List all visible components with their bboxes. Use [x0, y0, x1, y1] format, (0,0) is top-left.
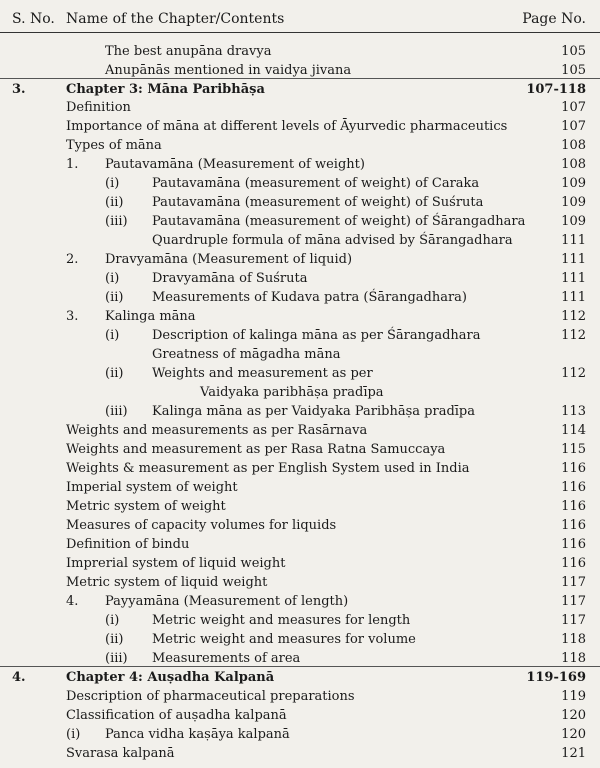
- row-page-number: 108: [561, 138, 586, 153]
- table-row: [0, 42, 600, 61]
- table-row: [0, 269, 600, 288]
- row-page-number: 111: [561, 290, 586, 305]
- chapter-title: Chapter 4: Auṣadha Kalpanā: [66, 670, 275, 685]
- table-row: [0, 554, 600, 573]
- row-page-number: 109: [561, 176, 586, 191]
- row-number: (i): [66, 727, 81, 742]
- row-page-number: 116: [561, 480, 586, 495]
- row-page-number: 105: [561, 44, 586, 59]
- row-title: Importance of māna at different levels of Āyurvedic pharmaceutics: [66, 119, 508, 134]
- row-title: Measurements of Kudava patra (Śārangadhara): [152, 290, 468, 305]
- row-page-number: 119: [561, 689, 586, 704]
- table-row: [0, 326, 600, 345]
- row-page-number: 107: [561, 100, 586, 115]
- table-row: [0, 592, 600, 611]
- row-page-number: 120: [561, 708, 586, 723]
- table-row: [0, 231, 600, 250]
- row-page-number: 112: [561, 366, 586, 381]
- table-row: [0, 459, 600, 478]
- row-number: (iii): [105, 651, 128, 666]
- row-number: (i): [105, 613, 120, 628]
- row-page-number: 113: [561, 404, 586, 419]
- table-row: [0, 117, 600, 136]
- row-page-number: 117: [561, 594, 586, 609]
- row-title: Metric system of liquid weight: [66, 575, 268, 590]
- row-number: (ii): [105, 632, 124, 647]
- table-row: [0, 611, 600, 630]
- row-number: 3.: [66, 309, 79, 324]
- row-title: Payyamāna (Measurement of length): [105, 594, 349, 609]
- row-title: Weights and measurement as per Rasa Ratna Samuccaya: [66, 442, 446, 457]
- row-title: Panca vidha kaṣāya kalpanā: [105, 727, 290, 742]
- table-row: [0, 250, 600, 269]
- row-title: Description of kalinga māna as per Śārangadhara: [152, 328, 481, 343]
- row-title: Measures of capacity volumes for liquids: [66, 518, 337, 533]
- header-page: Page No.: [522, 11, 586, 27]
- row-title: Types of māna: [66, 138, 162, 153]
- row-title: Imprerial system of liquid weight: [66, 556, 286, 571]
- header-name: Name of the Chapter/Contents: [66, 11, 285, 27]
- row-page-number: 117: [561, 575, 586, 590]
- table-row: [0, 497, 600, 516]
- row-page-number: 109: [561, 195, 586, 210]
- row-page-number: 118: [561, 651, 586, 666]
- chapter-title: Chapter 3: Māna Paribhāṣa: [66, 82, 265, 97]
- table-row: [0, 573, 600, 592]
- table-row: [0, 668, 600, 687]
- row-title: Vaidyaka paribhāṣa pradīpa: [200, 385, 384, 400]
- row-number: (ii): [105, 290, 124, 305]
- row-page-number: 116: [561, 518, 586, 533]
- row-number: (i): [105, 176, 120, 191]
- table-row: [0, 421, 600, 440]
- row-title: Dravyamāna (Measurement of liquid): [105, 252, 353, 267]
- table-row: [0, 345, 600, 364]
- row-page-number: 107-118: [526, 82, 586, 97]
- row-title: Pautavamāna (Measurement of weight): [105, 157, 365, 172]
- row-number: 2.: [66, 252, 79, 267]
- table-row: [0, 288, 600, 307]
- row-title: Kalinga māna as per Vaidyaka Paribhāṣa pradīpa: [152, 404, 476, 419]
- table-row: [0, 174, 600, 193]
- row-page-number: 118: [561, 632, 586, 647]
- table-row: [0, 706, 600, 725]
- row-page-number: 119-169: [526, 670, 586, 685]
- row-title: Imperial system of weight: [66, 480, 238, 495]
- row-sno: 3.: [12, 82, 26, 97]
- row-title: Metric system of weight: [66, 499, 226, 514]
- table-row: [0, 535, 600, 554]
- row-page-number: 111: [561, 271, 586, 286]
- row-page-number: 111: [561, 233, 586, 248]
- row-title: Definition: [66, 100, 131, 115]
- row-page-number: 116: [561, 537, 586, 552]
- table-row: [0, 630, 600, 649]
- table-row: [0, 155, 600, 174]
- row-page-number: 112: [561, 328, 586, 343]
- row-number: (iii): [105, 404, 128, 419]
- table-row: [0, 383, 600, 402]
- row-title: Weights & measurement as per English System used in India: [66, 461, 470, 476]
- row-title: Weights and measurement as per: [152, 366, 373, 381]
- row-number: 4.: [66, 594, 79, 609]
- row-page-number: 120: [561, 727, 586, 742]
- row-page-number: 108: [561, 157, 586, 172]
- table-row: [0, 307, 600, 326]
- table-row: [0, 136, 600, 155]
- row-number: (i): [105, 328, 120, 343]
- row-title: Pautavamāna (measurement of weight) of Śārangadhara: [152, 214, 526, 229]
- row-title: Dravyamāna of Suśruta: [152, 271, 308, 286]
- row-page-number: 105: [561, 63, 586, 78]
- row-page-number: 109: [561, 214, 586, 229]
- table-row: [0, 212, 600, 231]
- row-title: Metric weight and measures for volume: [152, 632, 416, 647]
- row-page-number: 114: [561, 423, 586, 438]
- row-page-number: 115: [561, 442, 586, 457]
- row-title: Description of pharmaceutical preparations: [66, 689, 355, 704]
- table-row: [0, 687, 600, 706]
- row-title: Classification of auṣadha kalpanā: [66, 708, 287, 723]
- row-title: Metric weight and measures for length: [152, 613, 411, 628]
- row-title: Pautavamāna (measurement of weight) of Suśruta: [152, 195, 484, 210]
- table-row: [0, 649, 600, 668]
- table-row: [0, 725, 600, 744]
- table-row: [0, 516, 600, 535]
- table-row: [0, 193, 600, 212]
- header-sno: S. No.: [12, 11, 55, 27]
- row-title: Weights and measurements as per Rasārnava: [66, 423, 368, 438]
- row-number: (iii): [105, 214, 128, 229]
- row-title: Quardruple formula of māna advised by Śārangadhara: [152, 233, 513, 248]
- row-page-number: 107: [561, 119, 586, 134]
- row-page-number: 116: [561, 556, 586, 571]
- table-row: [0, 440, 600, 459]
- row-number: (i): [105, 271, 120, 286]
- row-number: (ii): [105, 366, 124, 381]
- table-row: [0, 364, 600, 383]
- row-title: Definition of bindu: [66, 537, 190, 552]
- row-sno: 4.: [12, 670, 26, 685]
- row-page-number: 116: [561, 499, 586, 514]
- table-row: [0, 478, 600, 497]
- row-title: Anupānās mentioned in vaidya jivana: [105, 63, 352, 78]
- table-row: [0, 402, 600, 421]
- row-number: (ii): [105, 195, 124, 210]
- row-title: Svarasa kalpanā: [66, 746, 175, 761]
- table-row: [0, 80, 600, 99]
- row-page-number: 117: [561, 613, 586, 628]
- row-number: 1.: [66, 157, 79, 172]
- row-page-number: 111: [561, 252, 586, 267]
- row-title: Kalinga māna: [105, 309, 196, 324]
- row-page-number: 121: [561, 746, 586, 761]
- row-title: Greatness of māgadha māna: [152, 347, 341, 362]
- row-title: The best anupāna dravya: [105, 44, 272, 59]
- table-row: [0, 98, 600, 117]
- table-row: [0, 744, 600, 763]
- row-title: Pautavamāna (measurement of weight) of Caraka: [152, 176, 480, 191]
- row-title: Measurements of area: [152, 651, 301, 666]
- row-page-number: 116: [561, 461, 586, 476]
- table-header: [0, 8, 600, 33]
- row-page-number: 112: [561, 309, 586, 324]
- table-row: [0, 61, 600, 80]
